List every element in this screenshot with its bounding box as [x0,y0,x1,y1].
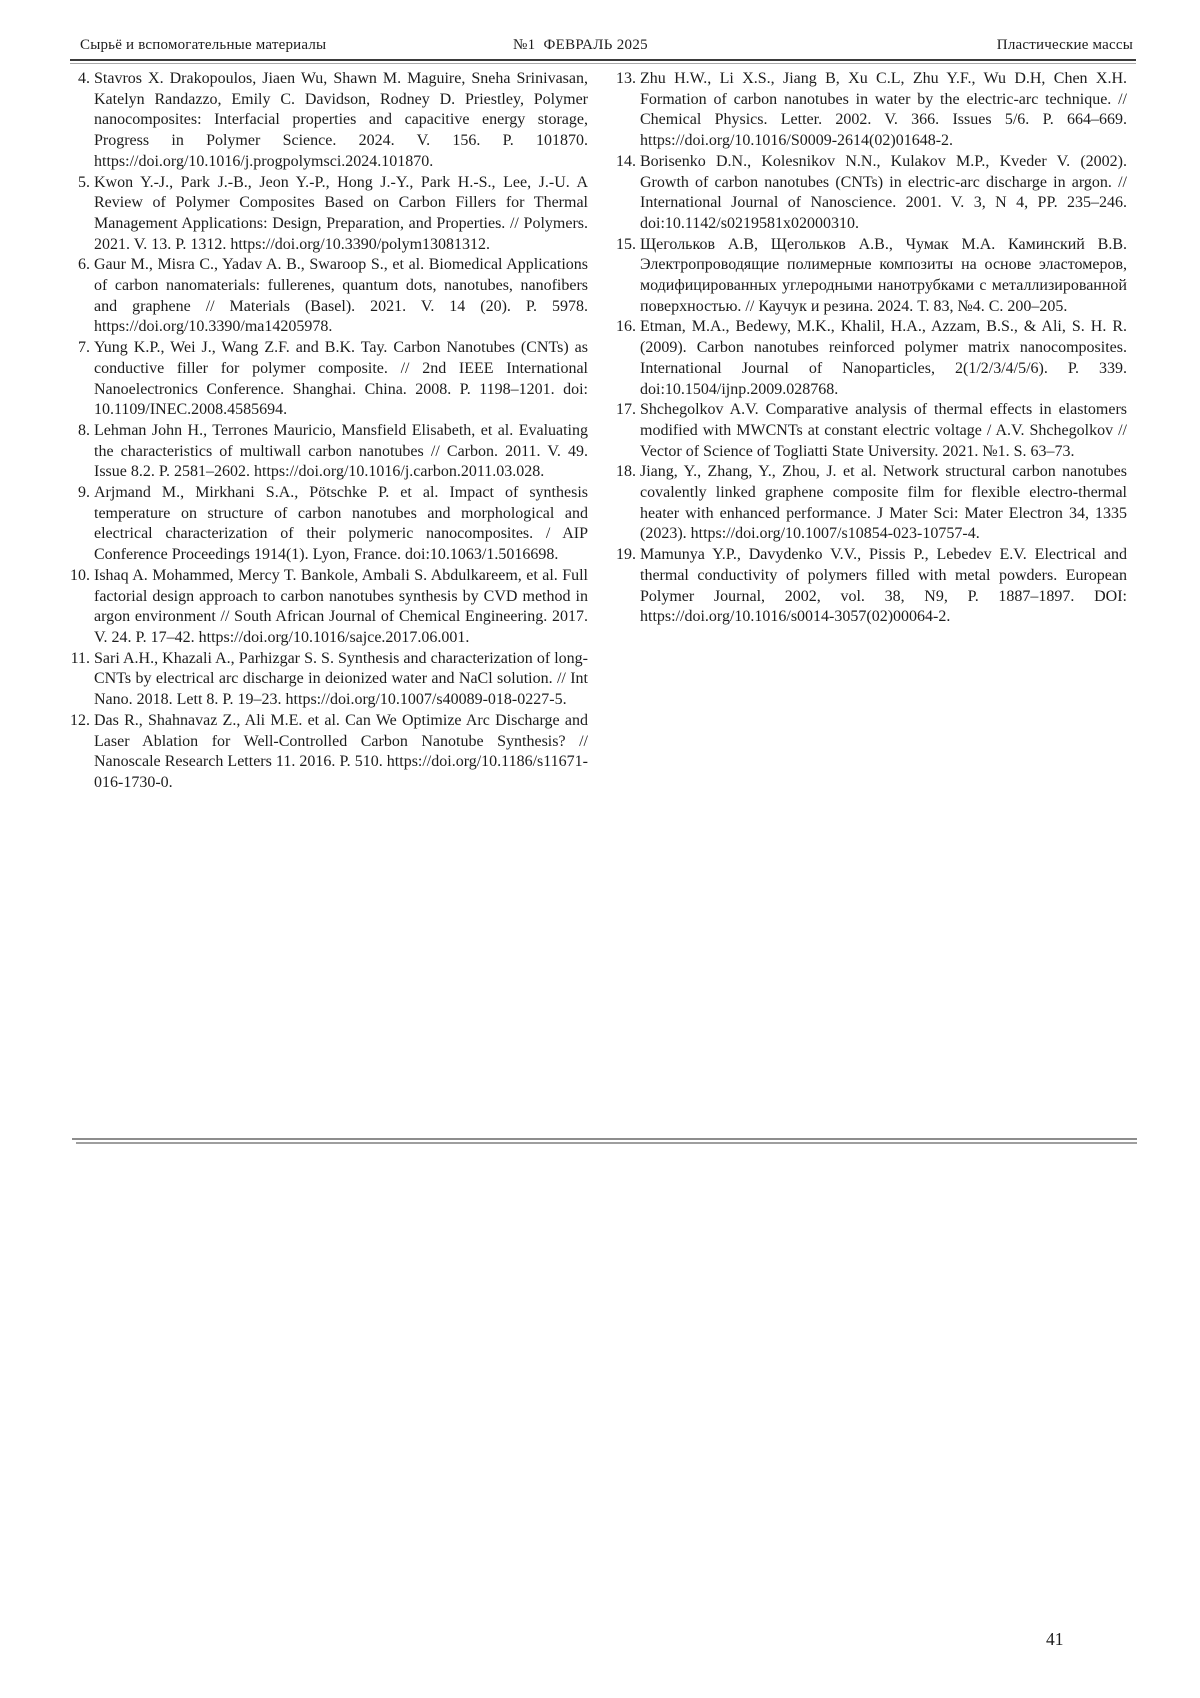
reference-number: 11. [70,649,90,667]
reference-item-16 [610,317,1127,400]
references-column-left [64,69,588,794]
reference-text: Щегольков А.В, Щегольков А.В., Чумак М.А. Каминский В.В. Электропроводящие полимерные композиты на основе эластомеров, модифицированных углеродными нанотрубками с металлизированной поверхностью. // Каучук и резина. 2024. Т. 83, №4. С. 200–205. [640,235,1127,315]
reference-item-9 [64,483,588,566]
reference-number: 14. [616,152,636,170]
reference-text: Ishaq A. Mohammed, Mercy T. Bankole, Ambali S. Abdulkareem, et al. Full factorial design approach to carbon nanotubes synthesis by CVD method in argon environment // South African Journal of Chemical Engineering. 2017. V. 24. P. 17–42. https://doi.org/10.1016/sajce.2017.06.001. [94,566,588,646]
running-head-journal-title: Пластические массы [996,37,1133,53]
header-rule [70,59,1136,61]
reference-text: Sari A.H., Khazali A., Parhizgar S. S. Synthesis and characterization of long-CNTs by electrical arc discharge in deionized water and NaCl solution. // Int Nano. 2018. Lett 8. P. 19–23. https://doi.org/10.1007/s40089-018-0227-5. [94,649,588,709]
reference-text: Kwon Y.-J., Park J.-B., Jeon Y.-P., Hong J.-Y., Park H.-S., Lee, J.-U. A Review of Polymer Composites Based on Carbon Fillers for Thermal Management Applications: Design, Preparation, and Properties. // Polymers. 2021. V. 13. P. 1312. https://doi.org/10.3390/polym13081312. [94,173,588,253]
reference-number: 6. [78,256,90,274]
reference-text: Jiang, Y., Zhang, Y., Zhou, J. et al. Network structural carbon nanotubes covalently linked graphene composite film for flexible electro-thermal heater with enhanced performance. J Mater Sci: Mater Electron 34, 1335 (2023). https://doi.org/10.1007/s10854-023-10757-4. [640,463,1127,543]
reference-number: 19. [616,546,636,564]
page-number: 41 [1046,1629,1064,1649]
reference-item-7 [64,338,588,421]
reference-text: Stavros X. Drakopoulos, Jiaen Wu, Shawn M. Maguire, Sneha Srinivasan, Katelyn Randazzo, Emily C. Davidson, Rodney D. Priestley, Polymer nanocomposites: Interfacial properties and capacitive energy storage, Progress in Polymer Science. 2024. V. 156. P. 101870. https://doi.org/10.1016/j.progpolymsci.2024.101870. [94,70,588,170]
reference-text: Shchegolkov A.V. Comparative analysis of thermal effects in elastomers modified with MWCNTs at constant electric voltage / A.V. Shchegolkov // Vector of Science of Togliatti State University. 2021. №1. S. 63–73. [640,401,1127,460]
reference-item-18 [610,462,1127,545]
reference-number: 4. [78,70,90,87]
reference-text: Gaur M., Misra C., Yadav A. B., Swaroop S., et al. Biomedical Applications of carbon nanomaterials: fullerenes, quantum dots, nanotubes, nanofibers and graphene // Materials (Basel). 2021. V. 14 (20). P. 5978. https://doi.org/10.3390/ma14205978. [94,256,588,336]
reference-item-19 [610,545,1127,628]
reference-item-6 [64,255,588,338]
reference-item-12 [64,711,588,794]
reference-item-5 [64,173,588,256]
reference-text: Borisenko D.N., Kolesnikov N.N., Kulakov M.P., Kveder V. (2002). Growth of carbon nanotubes (CNTs) in electric-arc discharge in argon. // International Journal of Nanoscience. 2001. V. 3, N 4, PP. 235–246. doi:10.1142/s0219581x02000310. [640,152,1127,232]
reference-number: 18. [616,463,636,481]
section-divider-rule-bottom [76,1142,1137,1144]
reference-number: 16. [616,318,636,336]
section-divider-rule-top [72,1138,1137,1140]
reference-number: 12. [70,711,90,729]
reference-item-11 [64,649,588,711]
reference-number: 5. [78,173,90,191]
reference-item-17 [610,400,1127,462]
reference-number: 8. [78,421,90,439]
reference-text: Mamunya Y.P., Davydenko V.V., Pissis P., Lebedev E.V. Electrical and thermal conductivity of polymers filled with metal powders. European Polymer Journal, 2002, vol. 38, N9, P. 1887–1897. DOI: https://doi.org/10.1016/s0014-3057(02)00064-2. [640,546,1127,626]
reference-item-8 [64,421,588,483]
header-rule-shadow [70,63,1136,64]
reference-text: Yung K.P., Wei J., Wang Z.F. and B.K. Tay. Carbon Nanotubes (CNTs) as conductive filler for polymer composite. // 2nd IEEE International Nanoelectronics Conference. Shanghai. China. 2008. P. 1198–1201. doi: 10.1109/INEC.2008.4585694. [94,339,588,419]
reference-number: 17. [616,401,636,419]
reference-text: Lehman John H., Terrones Mauricio, Mansfield Elisabeth, et al. Evaluating the characteristics of multiwall carbon nanotubes // Carbon. 2011. V. 49. Issue 8.2. P. 2581–2602. https://doi.org/10.1016/j.carbon.2011.03.028. [94,421,588,481]
reference-item-15 [610,235,1127,318]
reference-item-13 [610,69,1127,152]
reference-item-4 [64,69,588,173]
reference-text: Das R., Shahnavaz Z., Ali M.E. et al. Can We Optimize Arc Discharge and Laser Ablation for Well-Controlled Carbon Nanotube Synthesis? // Nanoscale Research Letters 11. 2016. P. 510. https://doi.org/10.1186/s11671-016-1730-0. [94,711,588,791]
reference-number: 7. [78,339,90,357]
reference-item-14 [610,152,1127,235]
reference-text: Etman, M.A., Bedewy, M.K., Khalil, H.A., Azzam, B.S., & Ali, S. H. R. (2009). Carbon nanotubes reinforced polymer matrix nanocomposites. International Journal of Nanoparticles, 2(1/2/3/4/5/6). P. 339. doi:10.1504/ijnp.2009.028768. [640,318,1127,398]
reference-number: 9. [78,484,90,502]
references-column-right [610,69,1127,794]
running-head-section-title: Сырьё и вспомогательные материалы [80,37,327,53]
reference-item-10 [64,566,588,649]
reference-text: Zhu H.W., Li X.S., Jiang B, Xu C.L, Zhu Y.F., Wu D.H, Chen X.H. Formation of carbon nanotubes in water by the electric-arc technique. // Chemical Physics. Letter. 2002. V. 366. Issues 5/6. P. 664–669. https://doi.org/10.1016/S0009-2614(02)01648-2. [640,70,1127,150]
references-section [64,69,1127,794]
reference-number: 10. [70,566,90,584]
reference-number: 13. [616,70,636,87]
reference-text: Arjmand M., Mirkhani S.A., Pötschke P. et al. Impact of synthesis temperature on structure of carbon nanotubes and morphological and electrical characterization of their polymeric nanocomposites. / AIP Conference Proceedings 1914(1). Lyon, France. doi:10.1063/1.5016698. [94,484,588,564]
running-head-issue-date: №1 ФЕВРАЛЬ 2025 [513,37,648,53]
reference-number: 15. [616,235,636,253]
